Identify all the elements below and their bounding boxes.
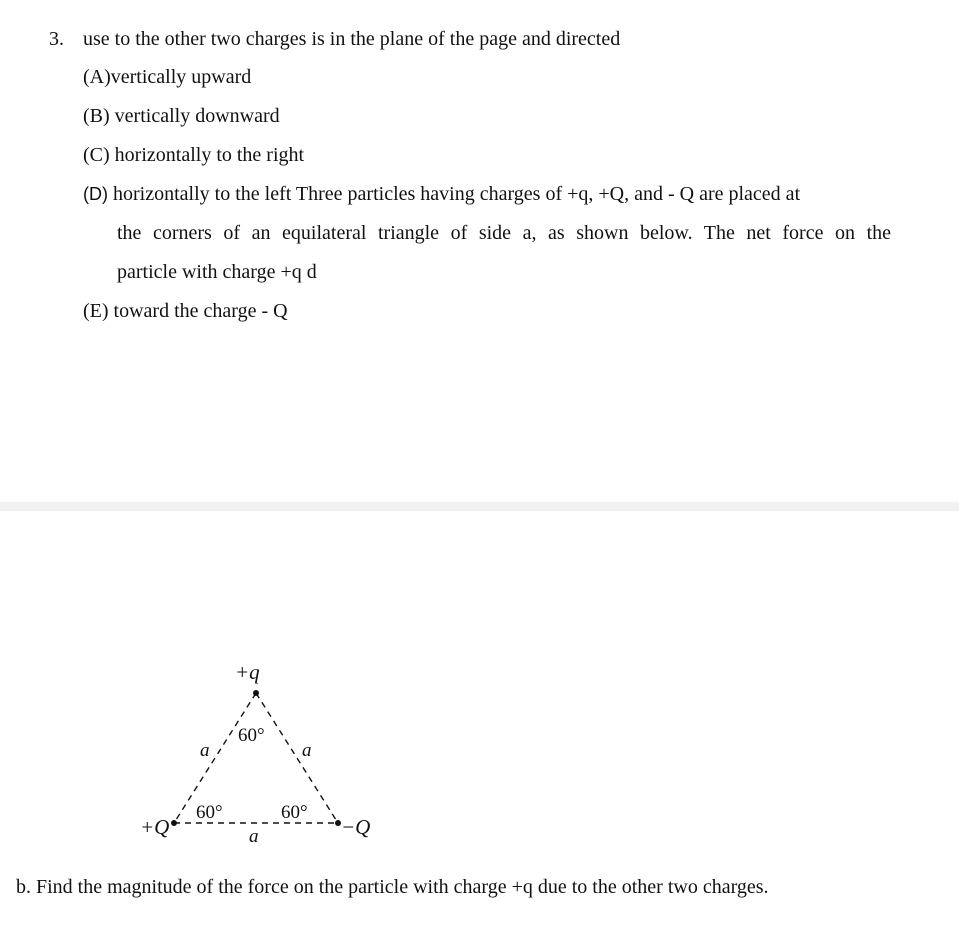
option-a-text: vertically upward bbox=[110, 66, 252, 88]
option-d-text: horizontally to the left Three particles having charges of +q, +Q, and - Q are placed at bbox=[113, 183, 801, 205]
charge-top-label: +q bbox=[235, 660, 260, 684]
option-b-label: (B) bbox=[83, 105, 110, 127]
charge-right-label: −Q bbox=[341, 815, 371, 839]
option-b-text: vertically downward bbox=[114, 105, 280, 127]
question-stem: use to the other two charges is in the plane of the page and directed bbox=[83, 28, 621, 50]
option-e-text: toward the charge - Q bbox=[113, 300, 288, 322]
angle-left-label: 60° bbox=[196, 802, 223, 823]
side-bottom-label: a bbox=[249, 826, 259, 847]
option-c-label: (C) bbox=[83, 144, 110, 166]
option-c bbox=[83, 144, 304, 167]
option-d bbox=[83, 183, 800, 206]
charge-top-dot bbox=[253, 690, 259, 696]
option-c-text: horizontally to the right bbox=[114, 144, 305, 166]
option-a bbox=[83, 66, 251, 89]
side-right-label: a bbox=[302, 740, 312, 761]
triangle-diagram bbox=[130, 655, 390, 850]
part-b-question: b. Find the magnitude of the force on the particle with charge +q due to the other two charges. bbox=[16, 876, 769, 898]
question-number: 3. bbox=[49, 28, 64, 50]
option-a-label: (A) bbox=[83, 66, 111, 88]
angle-top-label: 60° bbox=[238, 725, 265, 746]
option-d-label: (D) bbox=[83, 184, 108, 204]
option-e bbox=[83, 300, 288, 323]
option-b bbox=[83, 105, 280, 128]
option-d-continuation-1: the corners of an equilateral triangle of side a, as shown below. The net force on the bbox=[117, 222, 891, 244]
option-d-continuation-2: particle with charge +q d bbox=[117, 261, 317, 283]
charge-left-label: +Q bbox=[140, 815, 170, 839]
charge-left-dot bbox=[171, 820, 177, 826]
page-separator bbox=[0, 502, 959, 511]
angle-right-label: 60° bbox=[281, 802, 308, 823]
option-e-label: (E) bbox=[83, 300, 109, 322]
side-left-label: a bbox=[200, 740, 210, 761]
